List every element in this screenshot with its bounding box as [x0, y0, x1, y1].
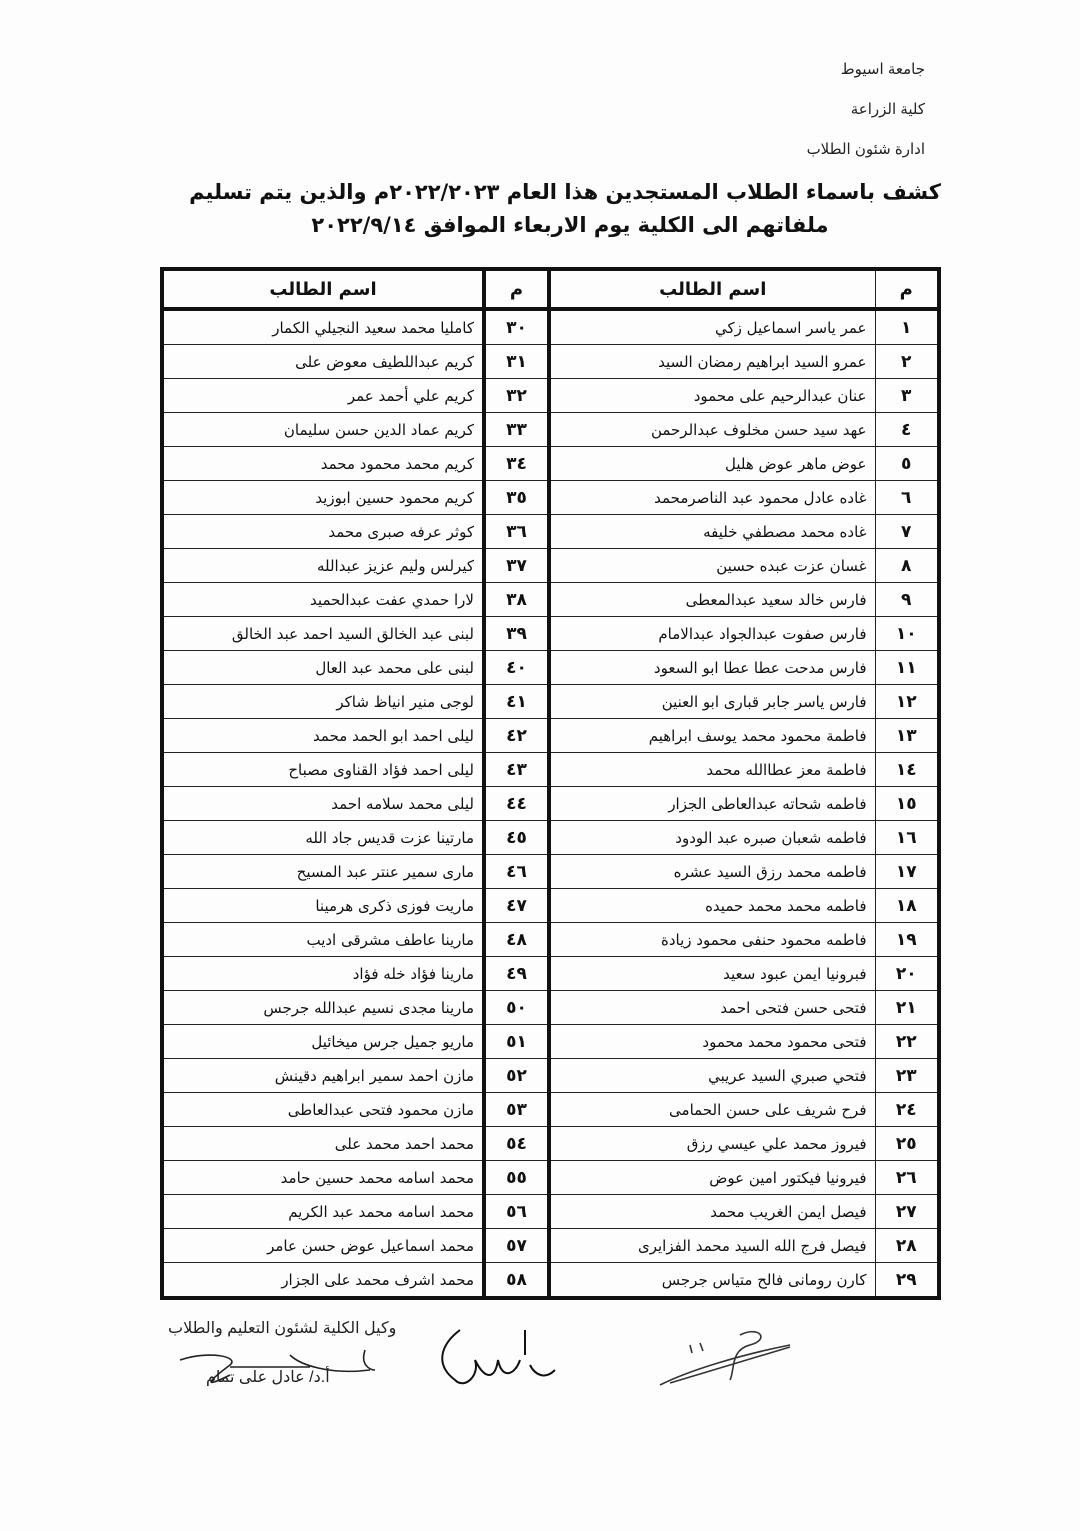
- signature-icon: [650, 1325, 800, 1390]
- student-name-left: مارينا مجدى نسيم عبدالله جرجس: [162, 991, 484, 1025]
- table-row: [162, 651, 939, 685]
- student-number-right: ١٧: [875, 855, 939, 889]
- student-name-right: فاطمه شعبان صبره عبد الودود: [549, 821, 875, 855]
- table-row: [162, 1195, 939, 1229]
- signature-icon: [430, 1320, 570, 1400]
- student-name-right: فتحى حسن فتحى احمد: [549, 991, 875, 1025]
- student-number-right: ٦: [875, 481, 939, 515]
- table-row: [162, 1263, 939, 1299]
- student-number-left: ٤٤: [484, 787, 549, 821]
- student-number-left: ٤٠: [484, 651, 549, 685]
- table-row: [162, 1025, 939, 1059]
- table-row: [162, 617, 939, 651]
- student-name-right: غاده عادل محمود عبد الناصرمحمد: [549, 481, 875, 515]
- student-number-right: ١٣: [875, 719, 939, 753]
- student-name-left: لوجى منير انياظ شاكر: [162, 685, 484, 719]
- student-name-left: ماريت فوزى ذكرى هرمينا: [162, 889, 484, 923]
- table-row: [162, 413, 939, 447]
- vice-dean-title: وكيل الكلية لشئون التعليم والطلاب: [168, 1320, 397, 1337]
- student-number-left: ٣٥: [484, 481, 549, 515]
- student-name-right: فاطمة معز عطاالله محمد: [549, 753, 875, 787]
- student-name-right: عمرو السيد ابراهيم رمضان السيد: [549, 345, 875, 379]
- department-name: ادارة شئون الطلاب: [806, 141, 925, 158]
- student-name-right: فاطمه محمد محمد حميده: [549, 889, 875, 923]
- student-name-right: فارس خالد سعيد عبدالمعطى: [549, 583, 875, 617]
- table-row: [162, 923, 939, 957]
- student-number-right: ٥: [875, 447, 939, 481]
- student-number-left: ٣٢: [484, 379, 549, 413]
- table-header-row: [162, 269, 939, 309]
- student-number-left: ٥٠: [484, 991, 549, 1025]
- table-row: [162, 821, 939, 855]
- student-name-right: فبرونيا ايمن عبود سعيد: [549, 957, 875, 991]
- student-name-left: محمد احمد محمد على: [162, 1127, 484, 1161]
- student-name-right: عهد سيد حسن مخلوف عبدالرحمن: [549, 413, 875, 447]
- student-name-left: كريم عبداللطيف معوض على: [162, 345, 484, 379]
- student-name-right: فيرونيا فيكتور امين عوض: [549, 1161, 875, 1195]
- title-line-1: كشف باسماء الطلاب المستجدين هذا العام ٢٠٢٢/٢٠٢٣م والذين يتم تسليم: [189, 180, 941, 204]
- student-number-left: ٥١: [484, 1025, 549, 1059]
- student-name-left: لبنى على محمد عبد العال: [162, 651, 484, 685]
- table-row: [162, 309, 939, 345]
- student-number-left: ٤٩: [484, 957, 549, 991]
- table-row: [162, 753, 939, 787]
- student-number-left: ٣٠: [484, 309, 549, 345]
- student-number-right: ٢٤: [875, 1093, 939, 1127]
- student-number-right: ١: [875, 309, 939, 345]
- student-name-left: كريم عماد الدين حسن سليمان: [162, 413, 484, 447]
- student-roster-table: [160, 267, 941, 1300]
- student-number-right: ٢٧: [875, 1195, 939, 1229]
- student-number-right: ٢: [875, 345, 939, 379]
- table-row: [162, 685, 939, 719]
- student-name-right: فيصل فرج الله السيد محمد الفزايرى: [549, 1229, 875, 1263]
- student-number-left: ٤١: [484, 685, 549, 719]
- student-number-left: ٥٥: [484, 1161, 549, 1195]
- roster-body: [162, 309, 939, 1298]
- student-number-right: ٩: [875, 583, 939, 617]
- student-name-left: مارينا عاطف مشرقى اديب: [162, 923, 484, 957]
- student-number-left: ٣٩: [484, 617, 549, 651]
- student-number-right: ١٦: [875, 821, 939, 855]
- table-row: [162, 549, 939, 583]
- student-number-left: ٥٤: [484, 1127, 549, 1161]
- title-line-2: ملفاتهم الى الكلية يوم الاربعاء الموافق ٢٠٢٢/٩/١٤: [311, 213, 829, 237]
- student-name-right: فارس مدحت عطا عطا ابو السعود: [549, 651, 875, 685]
- table-row: [162, 787, 939, 821]
- student-number-right: ٧: [875, 515, 939, 549]
- table-row: [162, 719, 939, 753]
- student-number-left: ٥٨: [484, 1263, 549, 1299]
- student-name-left: كوثر عرفه صبرى محمد: [162, 515, 484, 549]
- student-name-right: فاطمه شحاته عبدالعاطى الجزار: [549, 787, 875, 821]
- student-number-right: ١٢: [875, 685, 939, 719]
- student-number-right: ١٠: [875, 617, 939, 651]
- student-name-left: ليلى محمد سلامه احمد: [162, 787, 484, 821]
- student-number-right: ٢٥: [875, 1127, 939, 1161]
- student-name-left: ليلى احمد ابو الحمد محمد: [162, 719, 484, 753]
- student-name-left: لبنى عبد الخالق السيد احمد عبد الخالق: [162, 617, 484, 651]
- header-name-right: اسم الطالب: [549, 269, 875, 309]
- table-row: [162, 991, 939, 1025]
- vice-dean-signature-icon: [170, 1345, 390, 1395]
- student-name-left: محمد اسماعيل عوض حسن عامر: [162, 1229, 484, 1263]
- student-number-right: ٢٦: [875, 1161, 939, 1195]
- student-number-right: ١١: [875, 651, 939, 685]
- student-number-left: ٤٥: [484, 821, 549, 855]
- student-name-left: ليلى احمد فؤاد القناوى مصباح: [162, 753, 484, 787]
- student-name-right: فارس صفوت عبدالجواد عبدالامام: [549, 617, 875, 651]
- table-row: [162, 481, 939, 515]
- table-row: [162, 583, 939, 617]
- student-number-right: ٢٠: [875, 957, 939, 991]
- vice-dean-name: أ.د/ عادل على تمام: [206, 1369, 330, 1386]
- student-name-right: عنان عبدالرحيم على محمود: [549, 379, 875, 413]
- student-number-right: ٢٨: [875, 1229, 939, 1263]
- student-number-left: ٥٣: [484, 1093, 549, 1127]
- header-num-right: م: [875, 269, 939, 309]
- student-name-right: غاده محمد مصطفي خليفه: [549, 515, 875, 549]
- student-name-right: فاطمه محمد رزق السيد عشره: [549, 855, 875, 889]
- student-number-left: ٤٦: [484, 855, 549, 889]
- table-row: [162, 1059, 939, 1093]
- student-name-left: ماريو جميل جرس ميخائيل: [162, 1025, 484, 1059]
- table-row: [162, 1229, 939, 1263]
- student-number-right: ٢٢: [875, 1025, 939, 1059]
- table-row: [162, 1093, 939, 1127]
- student-name-right: فتحي صبري السيد عريبي: [549, 1059, 875, 1093]
- student-name-left: مارينا فؤاد خله فؤاد: [162, 957, 484, 991]
- student-number-right: ٢٣: [875, 1059, 939, 1093]
- table-row: [162, 379, 939, 413]
- student-number-left: ٣٧: [484, 549, 549, 583]
- student-number-right: ٢١: [875, 991, 939, 1025]
- student-name-left: كريم محمود حسين ابوزيد: [162, 481, 484, 515]
- student-number-left: ٣٨: [484, 583, 549, 617]
- student-name-right: فرح شريف على حسن الحمامى: [549, 1093, 875, 1127]
- document-title: [150, 176, 950, 242]
- faculty-name: كلية الزراعة: [850, 101, 925, 118]
- student-name-right: فاطمة محمود محمد يوسف ابراهيم: [549, 719, 875, 753]
- header-num-left: م: [484, 269, 549, 309]
- header-name-left: اسم الطالب: [162, 269, 484, 309]
- student-number-right: ١٨: [875, 889, 939, 923]
- student-number-right: ١٤: [875, 753, 939, 787]
- student-number-left: ٥٢: [484, 1059, 549, 1093]
- student-number-right: ١٩: [875, 923, 939, 957]
- student-number-left: ٥٦: [484, 1195, 549, 1229]
- table-row: [162, 1127, 939, 1161]
- student-name-right: فيصل ايمن الغريب محمد: [549, 1195, 875, 1229]
- student-name-left: كريم محمد محمود محمد: [162, 447, 484, 481]
- student-number-left: ٤٨: [484, 923, 549, 957]
- student-name-left: مارى سمير عنتر عبد المسيح: [162, 855, 484, 889]
- table-row: [162, 515, 939, 549]
- table-row: [162, 855, 939, 889]
- student-number-right: ٤: [875, 413, 939, 447]
- student-number-left: ٤٧: [484, 889, 549, 923]
- student-number-left: ٤٣: [484, 753, 549, 787]
- student-name-left: كيرلس وليم عزيز عبدالله: [162, 549, 484, 583]
- student-number-right: ٢٩: [875, 1263, 939, 1299]
- student-name-right: فاطمه محمود حنفى محمود زيادة: [549, 923, 875, 957]
- student-number-left: ٣١: [484, 345, 549, 379]
- student-name-right: غسان عزت عبده حسين: [549, 549, 875, 583]
- student-number-right: ٨: [875, 549, 939, 583]
- student-name-right: عوض ماهر عوض هليل: [549, 447, 875, 481]
- student-number-left: ٣٣: [484, 413, 549, 447]
- student-number-right: ٣: [875, 379, 939, 413]
- student-name-left: مارتينا عزت قديس جاد الله: [162, 821, 484, 855]
- student-name-right: فتحى محمود محمد محمود: [549, 1025, 875, 1059]
- table-row: [162, 345, 939, 379]
- table-row: [162, 957, 939, 991]
- student-number-left: ٥٧: [484, 1229, 549, 1263]
- student-name-left: محمد اسامه محمد حسين حامد: [162, 1161, 484, 1195]
- student-name-right: كارن رومانى فالح متياس جرجس: [549, 1263, 875, 1299]
- student-number-left: ٤٢: [484, 719, 549, 753]
- table-row: [162, 1161, 939, 1195]
- student-name-left: مازن احمد سمير ابراهيم دقينش: [162, 1059, 484, 1093]
- student-number-left: ٣٤: [484, 447, 549, 481]
- student-number-right: ١٥: [875, 787, 939, 821]
- university-name: جامعة اسيوط: [840, 61, 925, 78]
- student-name-left: محمد اسامه محمد عبد الكريم: [162, 1195, 484, 1229]
- student-name-left: كريم علي أحمد عمر: [162, 379, 484, 413]
- table-row: [162, 889, 939, 923]
- student-name-right: فيروز محمد علي عيسي رزق: [549, 1127, 875, 1161]
- table-row: [162, 447, 939, 481]
- student-number-left: ٣٦: [484, 515, 549, 549]
- student-name-right: عمر ياسر اسماعيل زكي: [549, 309, 875, 345]
- student-name-left: مازن محمود فتحى عبدالعاطى: [162, 1093, 484, 1127]
- student-name-left: كامليا محمد سعيد النجيلي الكمار: [162, 309, 484, 345]
- student-name-left: لارا حمدي عفت عبدالحميد: [162, 583, 484, 617]
- student-name-left: محمد اشرف محمد على الجزار: [162, 1263, 484, 1299]
- student-name-right: فارس ياسر جابر قبارى ابو العنين: [549, 685, 875, 719]
